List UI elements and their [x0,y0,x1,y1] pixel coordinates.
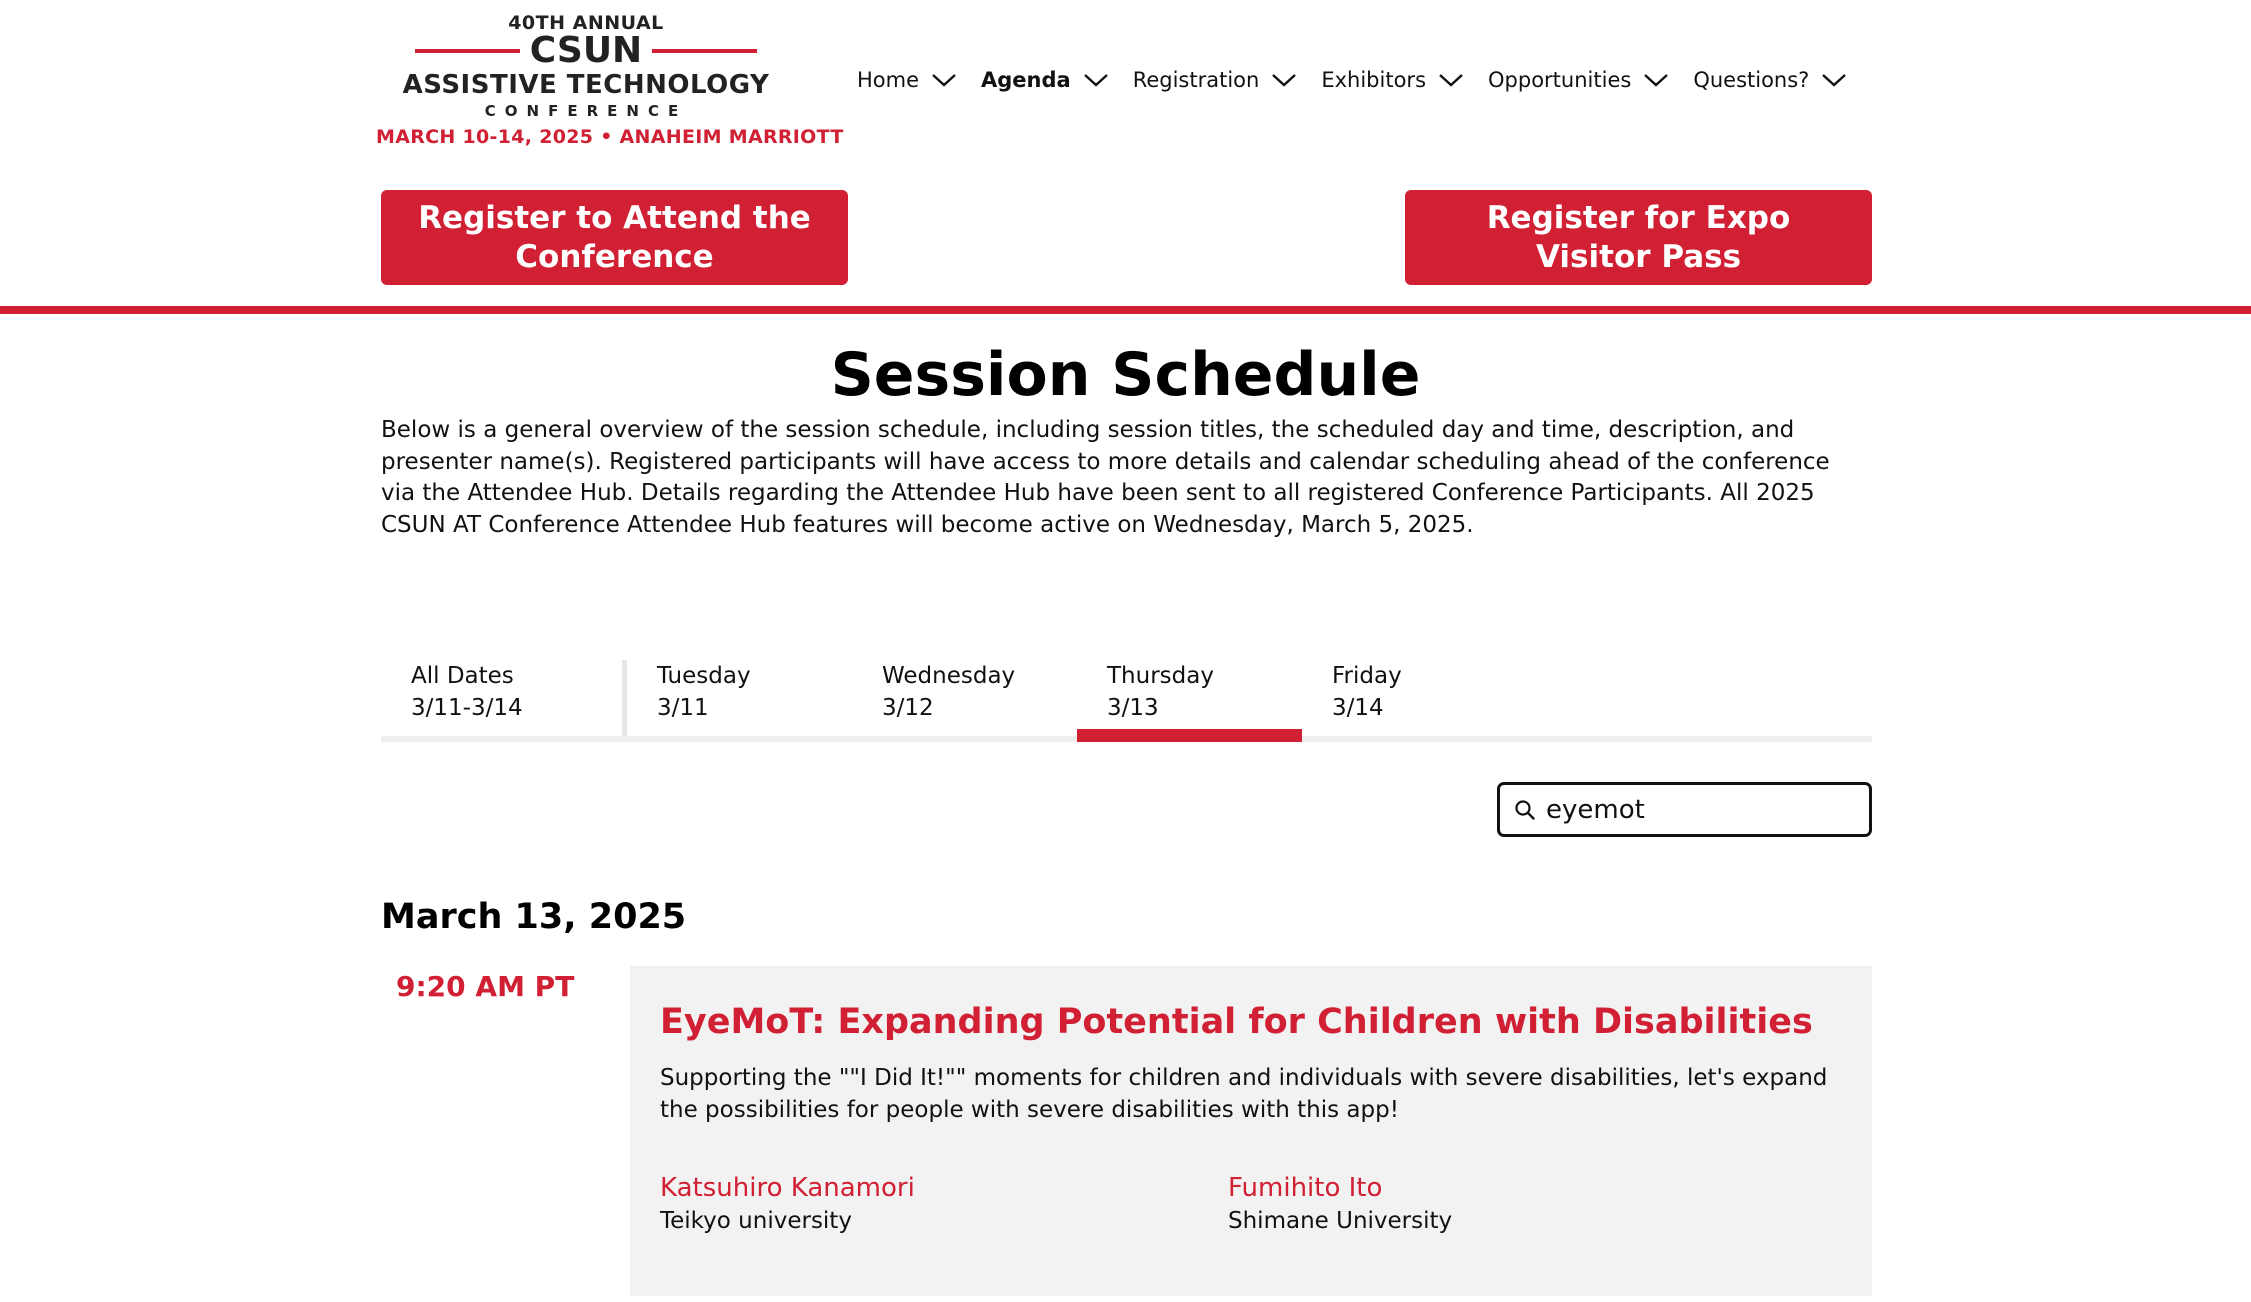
nav-item-registration[interactable] [1133,68,1322,92]
register-expo-button[interactable]: Register for Expo Visitor Pass [1405,190,1872,285]
chevron-down-icon[interactable] [1438,72,1464,88]
header-divider [0,306,2251,314]
logo-csun-text: CSUN [529,30,643,71]
logo-csun-row [376,32,796,70]
search-input[interactable] [1546,795,1846,825]
nav-item-label: Registration [1132,68,1260,92]
session-description: Supporting the ""I Did It!"" moments for children and individuals with severe disabilities, let's expand the possibilities for people with severe disabilities with this app! [660,1065,1828,1123]
tab-friday[interactable] [1302,660,1527,736]
presenter-name-link[interactable]: Fumihito Ito [1228,1173,1383,1203]
presenter [1228,1171,1452,1237]
nav-item-agenda[interactable] [981,68,1133,92]
presenter-name-link[interactable]: Katsuhiro Kanamori [660,1173,915,1203]
nav-item-label: Agenda [981,68,1071,92]
nav-item-label: Opportunities [1488,68,1632,92]
logo-left-bar [415,49,520,53]
nav-item-label: Exhibitors [1321,68,1427,92]
tab-day-label: Tuesday [657,663,751,689]
tab-wednesday[interactable] [852,660,1077,736]
nav-item-exhibitors[interactable] [1321,68,1488,92]
nav-item-label: Home [857,68,920,92]
nav-item-home[interactable] [857,68,981,92]
search-icon [1514,799,1536,821]
tab-day-label: All Dates [411,663,514,689]
session-card [630,966,1872,1296]
tab-day-label: Thursday [1107,663,1214,689]
session-search [1497,782,1872,837]
conference-logo[interactable] [376,8,844,148]
intro-paragraph: Below is a general overview of the session schedule, including session titles, the scheduled day and time, description, and presenter name(s). Registered participants will have access to more details and calendar scheduling ahead of the conference via the Attendee Hub. Details regarding the Attendee Hub have been sent to all registered Conference Participants. All 2025 CSUN AT Conference Attendee Hub features will become active on Wednesday, March 5, 2025. [381,417,1830,538]
tab-date-label: 3/11 [657,695,709,721]
tab-day-label: Friday [1332,663,1402,689]
main-nav [857,62,1871,98]
nav-item-opportunities[interactable] [1488,68,1693,92]
logo-conference-text: CONFERENCE [484,102,688,120]
chevron-down-icon[interactable] [1083,72,1109,88]
tab-day-label: Wednesday [882,663,1016,689]
chevron-down-icon[interactable] [1643,72,1669,88]
session-time: 9:20 AM PT [396,970,575,1003]
nav-item-questions[interactable] [1693,68,1871,92]
tab-thursday[interactable] [1077,660,1302,736]
register-attend-button[interactable]: Register to Attend the Conference [381,190,848,285]
logo-assistive-text: ASSISTIVE TECHNOLOGY [402,70,770,100]
tab-tuesday[interactable] [627,660,852,736]
date-tabs [381,660,1872,742]
chevron-down-icon[interactable] [1821,72,1847,88]
presenter [660,1171,915,1237]
schedule-date-heading: March 13, 2025 [381,897,687,937]
tab-date-label: 3/12 [882,695,934,721]
logo-dates-text: MARCH 10-14, 2025 • ANAHEIM MARRIOTT [376,126,844,148]
nav-item-label: Questions? [1693,68,1810,92]
tab-date-label: 3/13 [1107,695,1159,721]
chevron-down-icon[interactable] [931,72,957,88]
logo-annual-text: 40TH ANNUAL [508,12,664,34]
presenter-organization: Teikyo university [660,1208,852,1234]
tab-date-label: 3/14 [1332,695,1384,721]
logo-right-bar [652,49,757,53]
presenter-organization: Shimane University [1228,1208,1453,1234]
session-title-link[interactable]: EyeMoT: Expanding Potential for Children with Disabilities [660,1002,1813,1042]
chevron-down-icon[interactable] [1271,72,1297,88]
tab-all-dates[interactable] [381,660,627,736]
tab-date-label: 3/11-3/14 [411,695,523,721]
page-title: Session Schedule [830,340,1421,410]
